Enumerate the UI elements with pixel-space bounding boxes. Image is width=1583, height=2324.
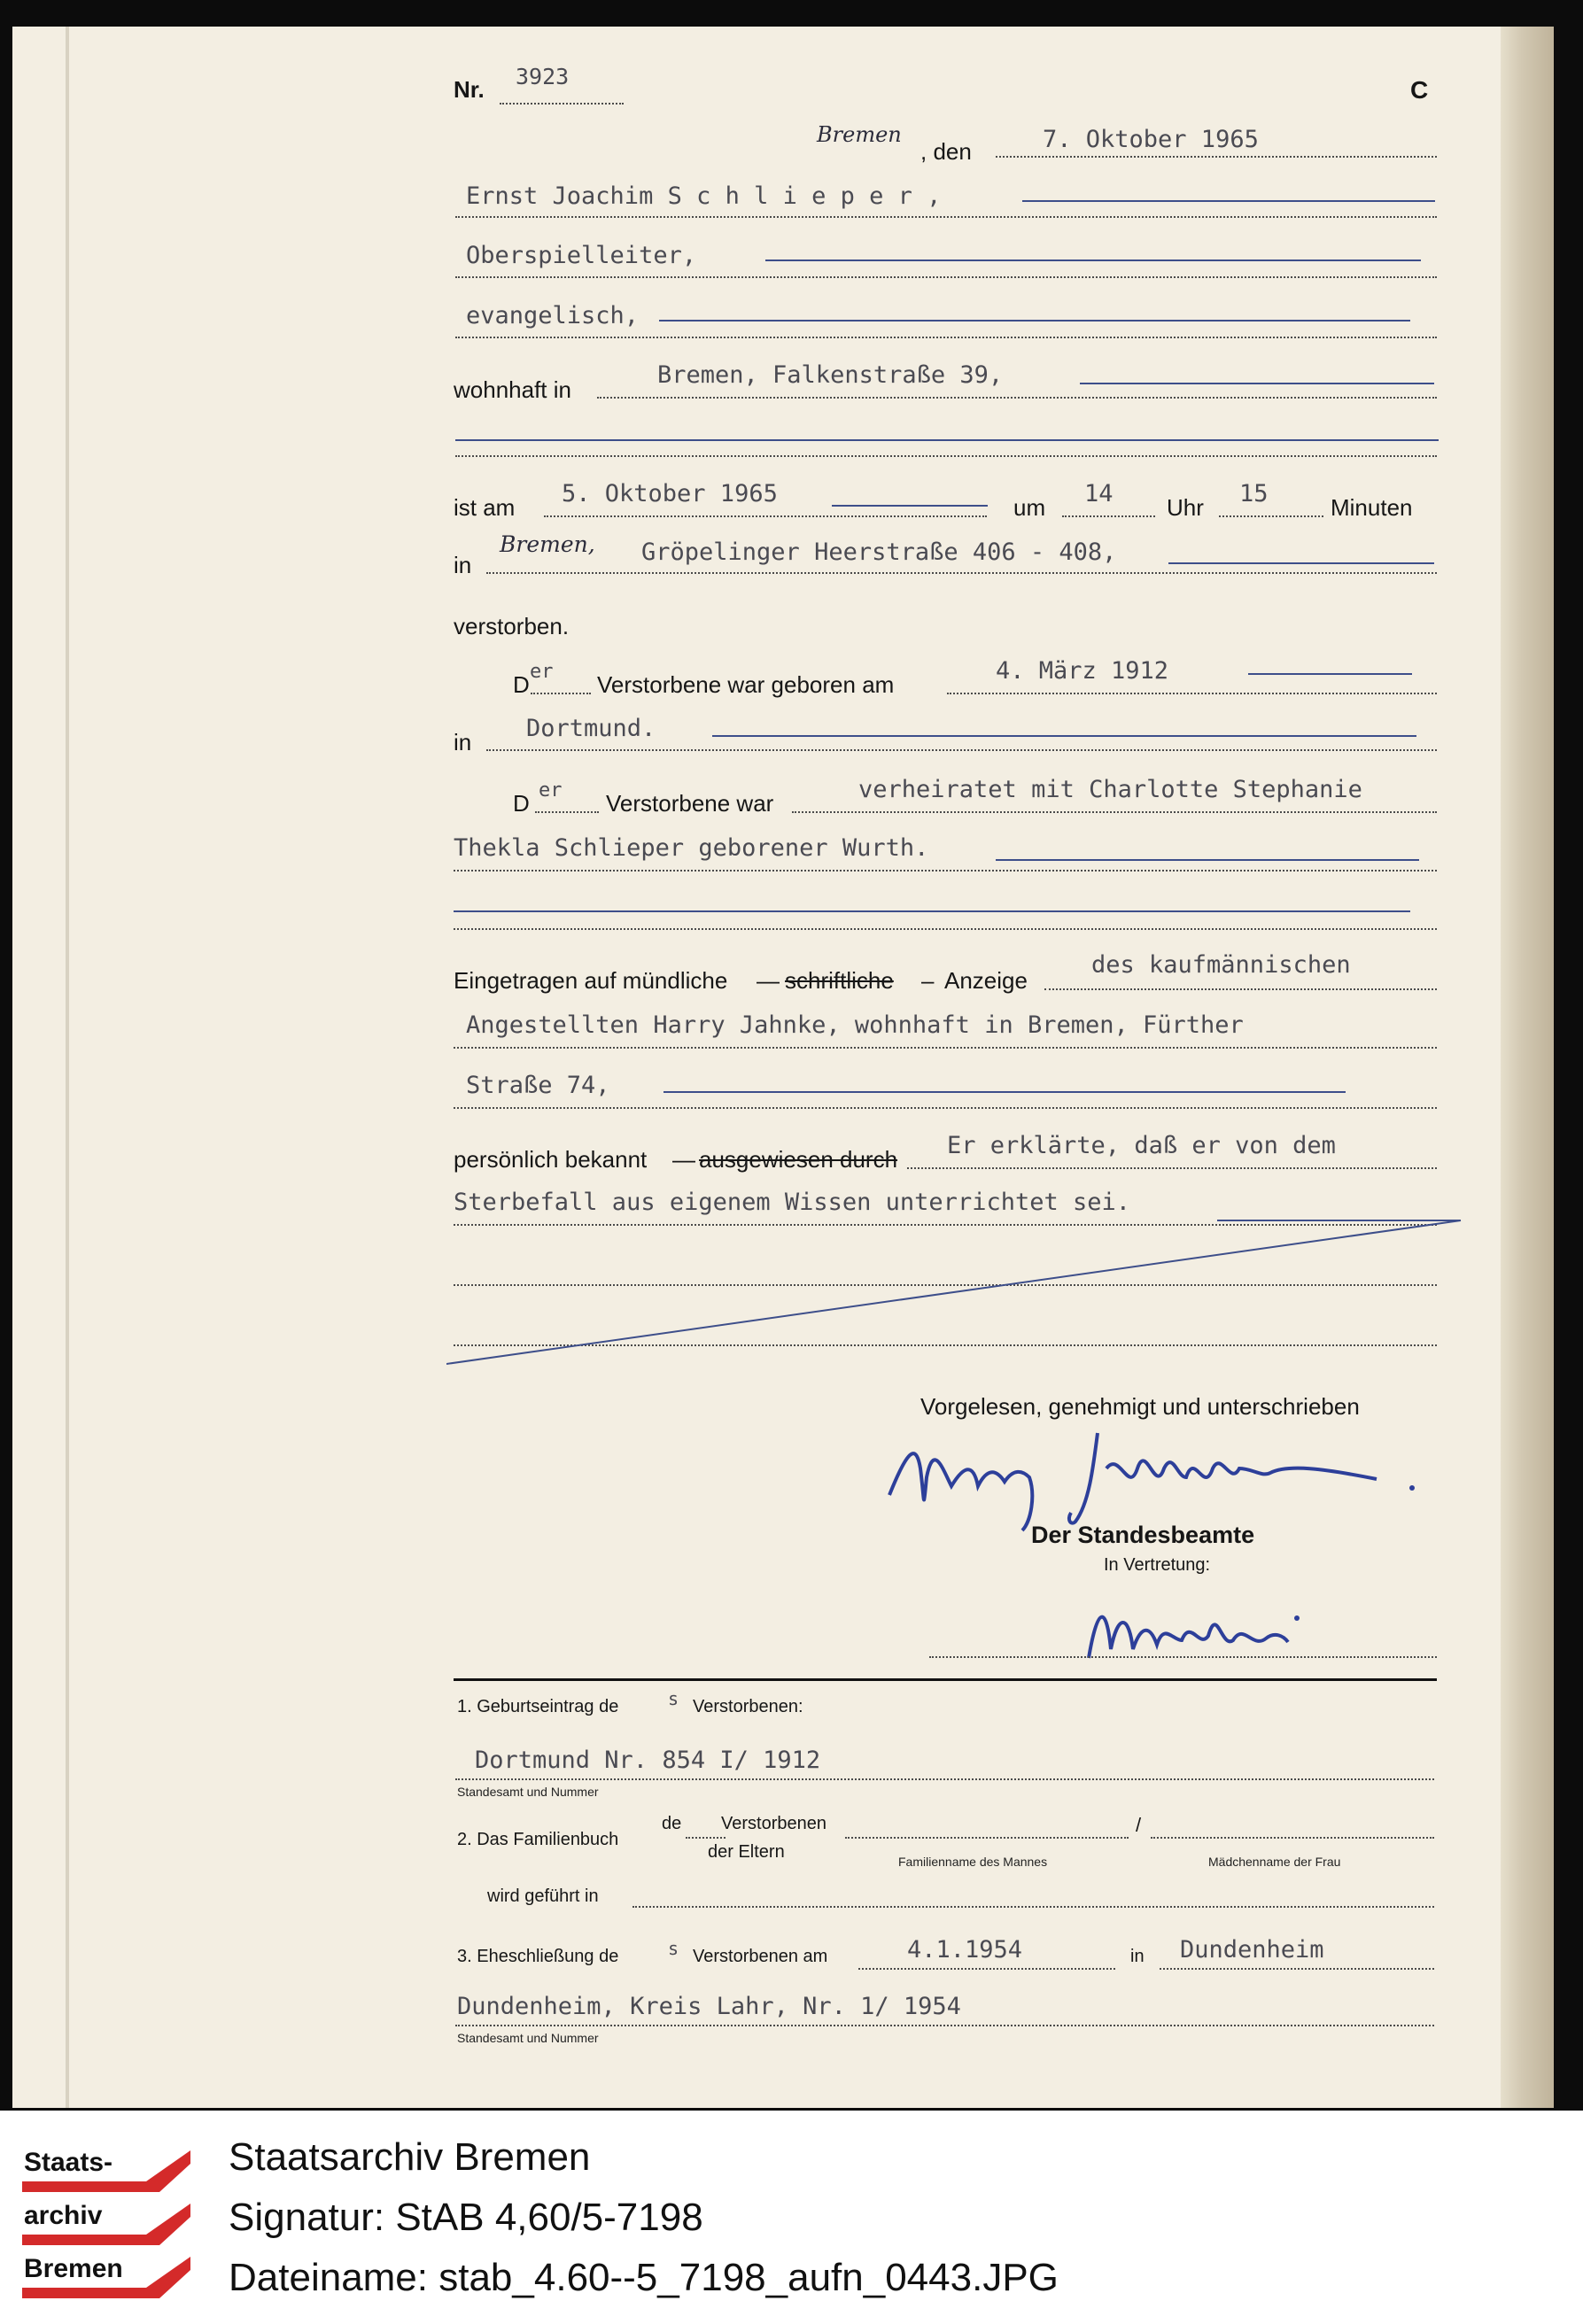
fill-line [455, 439, 1439, 441]
deceased-name: Ernst Joachim S c h l i e p e r , [466, 182, 942, 210]
nr-dotline [500, 103, 624, 105]
fill-line [1248, 673, 1412, 675]
note2-mann: Familienname des Mannes [898, 1855, 1048, 1869]
document-page [12, 27, 1554, 2108]
address-dotline-2 [455, 455, 1437, 457]
marriage-place: Dundenheim [1180, 1936, 1324, 1964]
ist-am-label: ist am [454, 494, 516, 521]
in2-label: in [454, 729, 472, 755]
deceased-religion: evangelisch, [466, 302, 640, 329]
official-signature-dotline [929, 1656, 1437, 1658]
married-line-2: Thekla Schlieper geborener Wurth. [454, 834, 929, 862]
page-gutter [66, 27, 69, 2108]
marriage-registry-value: Dundenheim, Kreis Lahr, Nr. 1/ 1954 [457, 1993, 961, 2020]
informant-dotline-2 [454, 1047, 1437, 1049]
note1-fill: s [668, 1688, 679, 1709]
death-street: Gröpelinger Heerstraße 406 - 408, [641, 538, 1117, 566]
note3-dotline [455, 2025, 1434, 2026]
standesamt-label-1: Standesamt und Nummer [457, 1785, 599, 1799]
fill-line [832, 505, 988, 507]
religion-dotline [455, 337, 1437, 338]
married-dotline-2 [454, 870, 1437, 872]
note3-in: in [1130, 1947, 1145, 1966]
logo-line-3: Bremen [24, 2254, 123, 2283]
fill-line [1168, 562, 1434, 564]
archive-footer [0, 2111, 1583, 2324]
standesbeamte-label: Der Standesbeamte [1031, 1522, 1255, 1548]
in-label: in [454, 552, 472, 578]
der-label-1: D [513, 671, 530, 698]
informant-dotline-1 [1044, 988, 1437, 990]
birth-registry-value: Dortmund Nr. 854 I/ 1912 [475, 1747, 821, 1774]
address-dotline [597, 397, 1437, 399]
note2-label: 2. Das Familienbuch [457, 1830, 619, 1849]
dash-a: — [757, 967, 780, 994]
informant-line-2: Angestellten Harry Jahnke, wohnhaft in Bremen, Fürther [466, 1011, 1244, 1039]
vorgelesen-label: Vorgelesen, genehmigt und unterschrieben [920, 1393, 1360, 1420]
born-label: Verstorbene war geboren am [597, 671, 895, 698]
bekannt-label: persönlich bekannt [454, 1146, 648, 1173]
informant-dotline-3 [454, 1107, 1437, 1109]
section-rule [454, 1678, 1437, 1681]
informant-line-1: des kaufmännischen [1091, 951, 1351, 979]
note2-mann-dotline [845, 1837, 1129, 1839]
note2-wird: wird geführt in [487, 1886, 599, 1906]
note1-label-b: Verstorbenen: [693, 1697, 803, 1716]
der-dotline-1 [531, 693, 591, 694]
cancel-diagonal [446, 1196, 1465, 1373]
death-date: 5. Oktober 1965 [562, 480, 778, 507]
statement-dotline-1 [907, 1167, 1437, 1169]
deceased-address: Bremen, Falkenstraße 39, [657, 361, 1004, 389]
archive-signatur: Signatur: StAB 4,60/5-7198 [229, 2196, 703, 2239]
minuten-label: Minuten [1331, 494, 1413, 521]
hour-dotline [1062, 515, 1155, 517]
statement-line-1: Er erklärte, daß er von dem [947, 1132, 1336, 1159]
married-label: Verstorbene war [606, 790, 774, 817]
registry-place: Bremen [817, 122, 902, 147]
fill-line [663, 1091, 1346, 1093]
um-label: um [1013, 494, 1046, 521]
official-signature [1075, 1587, 1359, 1676]
note2-de: de [662, 1814, 682, 1833]
logo-line-1: Staats- [24, 2148, 113, 2177]
death-city: Bremen, [500, 531, 595, 557]
note2-verstorbenen: Verstorbenen [721, 1814, 826, 1833]
married-dotline-1 [792, 811, 1437, 813]
married-dotline-3 [454, 928, 1437, 930]
statement-line-2: Sterbefall aus eigenem Wissen unterrichtet sei. [454, 1189, 1131, 1216]
archive-name: Staatsarchiv Bremen [229, 2135, 591, 2179]
marriage-date: 4.1.1954 [907, 1936, 1023, 1964]
note2-slash: / [1136, 1814, 1142, 1836]
note2-frau: Mädchenname der Frau [1208, 1855, 1341, 1869]
form-letter: C [1410, 76, 1429, 104]
informant-line-3: Straße 74, [466, 1072, 610, 1099]
der-fill-2: er [539, 779, 563, 802]
logo-line-2: archiv [24, 2201, 103, 2230]
der-label-2: D [513, 790, 530, 817]
death-hour: 14 [1084, 480, 1114, 507]
marriage-place-dotline [1160, 1968, 1434, 1970]
fill-line [996, 859, 1419, 861]
married-line-1: verheiratet mit Charlotte Stephanie [858, 776, 1362, 803]
der-fill-1: er [530, 661, 554, 683]
note1-label: 1. Geburtseintrag de [457, 1697, 619, 1716]
note2-eltern: der Eltern [708, 1842, 785, 1862]
registry-date: 7. Oktober 1965 [1043, 126, 1259, 153]
birth-place: Dortmund. [526, 715, 656, 742]
note1-dotline [455, 1778, 1434, 1780]
death-date-dotline [544, 515, 987, 517]
note2-wird-dotline [632, 1906, 1434, 1908]
note3-fill: s [668, 1938, 679, 1959]
note3-label-b: Verstorbenen am [693, 1947, 828, 1966]
informant-signature [881, 1415, 1430, 1539]
eingetragen-label: Eingetragen auf mündliche [454, 967, 728, 994]
wohnhaft-label: wohnhaft in [454, 376, 571, 403]
den-label: , den [920, 138, 972, 165]
marriage-date-dotline [858, 1968, 1115, 1970]
death-minutes: 15 [1239, 480, 1269, 507]
uhr-label: Uhr [1167, 494, 1204, 521]
fill-line [454, 910, 1410, 912]
standesamt-label-2: Standesamt und Nummer [457, 2031, 599, 2045]
der-dotline-2 [535, 811, 599, 813]
deceased-occupation: Oberspielleiter, [466, 242, 697, 269]
fill-line [659, 320, 1410, 321]
note3-label: 3. Eheschließung de [457, 1947, 619, 1966]
birth-date-dotline [947, 693, 1437, 694]
archive-dateiname: Dateiname: stab_4.60--5_7198_aufn_0443.JPG [229, 2256, 1059, 2299]
occupation-dotline [455, 276, 1437, 278]
anzeige-label: Anzeige [944, 967, 1028, 994]
name-dotline [455, 216, 1437, 218]
nr-label: Nr. [454, 76, 485, 103]
date-dotline [996, 156, 1437, 158]
nr-value: 3923 [516, 64, 570, 89]
note2-frau-dotline [1151, 1837, 1434, 1839]
fill-line [1022, 200, 1435, 202]
death-place-dotline [486, 572, 1437, 574]
dash-c: — [672, 1146, 695, 1173]
verstorben-label: verstorben. [454, 613, 570, 639]
page-stack-edge [1501, 27, 1554, 2108]
fill-line [765, 260, 1421, 261]
schriftliche-struck: schriftliche [785, 967, 894, 994]
fill-line [1080, 383, 1434, 384]
minutes-dotline [1219, 515, 1323, 517]
ausgewiesen-struck: ausgewiesen durch [699, 1146, 898, 1173]
birth-place-dotline [486, 749, 1437, 751]
fill-line [712, 735, 1416, 737]
birth-date: 4. März 1912 [996, 657, 1169, 685]
vertretung-label: In Vertretung: [1104, 1555, 1211, 1575]
note2-de-dotline [686, 1837, 726, 1839]
dash-b: – [921, 967, 935, 994]
